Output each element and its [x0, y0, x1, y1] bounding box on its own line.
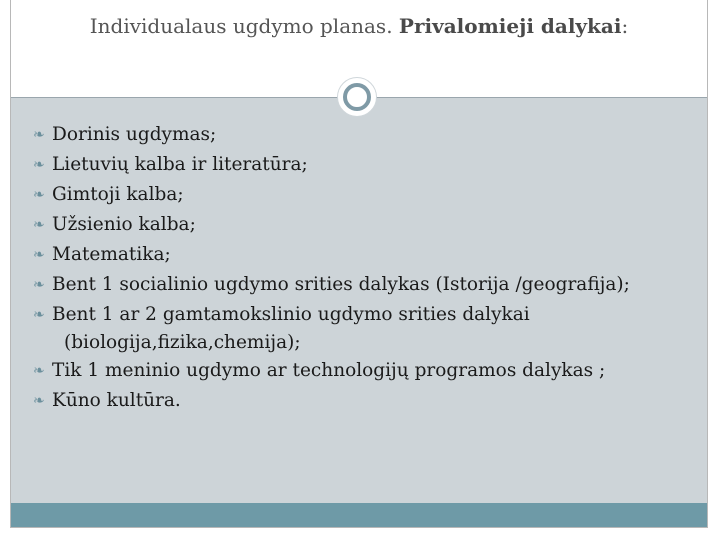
list-item-continuation: (biologija,fizika,chemija); [64, 332, 301, 353]
arrow-bullet-icon: ❧ [33, 157, 45, 173]
list-item-text: Lietuvių kalba ir literatūra; [52, 154, 308, 175]
list-item [0, 120, 630, 150]
list-item [0, 210, 630, 240]
arrow-bullet-icon: ❧ [33, 277, 45, 293]
title-prefix: Individualaus ugdymo planas. [89, 14, 399, 38]
arrow-bullet-icon: ❧ [33, 363, 45, 379]
title-emphasis: Privalomieji dalykai [398, 14, 622, 38]
arrow-bullet-icon: ❧ [33, 393, 45, 409]
list-item [0, 150, 630, 180]
arrow-bullet-icon: ❧ [33, 307, 45, 323]
list-item-text: Bent 1 ar 2 gamtamokslinio ugdymo srities dalykai [52, 304, 530, 325]
list-item-text: Matematika; [52, 244, 171, 265]
arrow-bullet-icon: ❧ [33, 187, 45, 203]
list-item [0, 356, 630, 386]
list-item [0, 270, 630, 300]
list-item-text: Kūno kultūra. [52, 390, 181, 411]
list-item [0, 240, 630, 270]
list-item [0, 386, 630, 416]
list-item-text: Bent 1 socialinio ugdymo srities dalykas (Istorija /geografija); [52, 274, 630, 295]
ring-icon [338, 78, 376, 116]
bullet-list [0, 120, 630, 416]
list-item [0, 300, 630, 356]
arrow-bullet-icon: ❧ [33, 217, 45, 233]
list-item-text: Dorinis ugdymas; [52, 124, 217, 145]
list-item-text: Gimtoji kalba; [52, 184, 184, 205]
slide-title [11, 14, 707, 38]
list-item-text: Užsienio kalba; [52, 214, 196, 235]
arrow-bullet-icon: ❧ [33, 247, 45, 263]
arrow-bullet-icon: ❧ [33, 127, 45, 143]
list-item-text: Tik 1 meninio ugdymo ar technologijų programos dalykas ; [52, 360, 606, 381]
footer-bar [11, 503, 707, 527]
title-suffix: : [621, 14, 629, 38]
list-item [0, 180, 630, 210]
